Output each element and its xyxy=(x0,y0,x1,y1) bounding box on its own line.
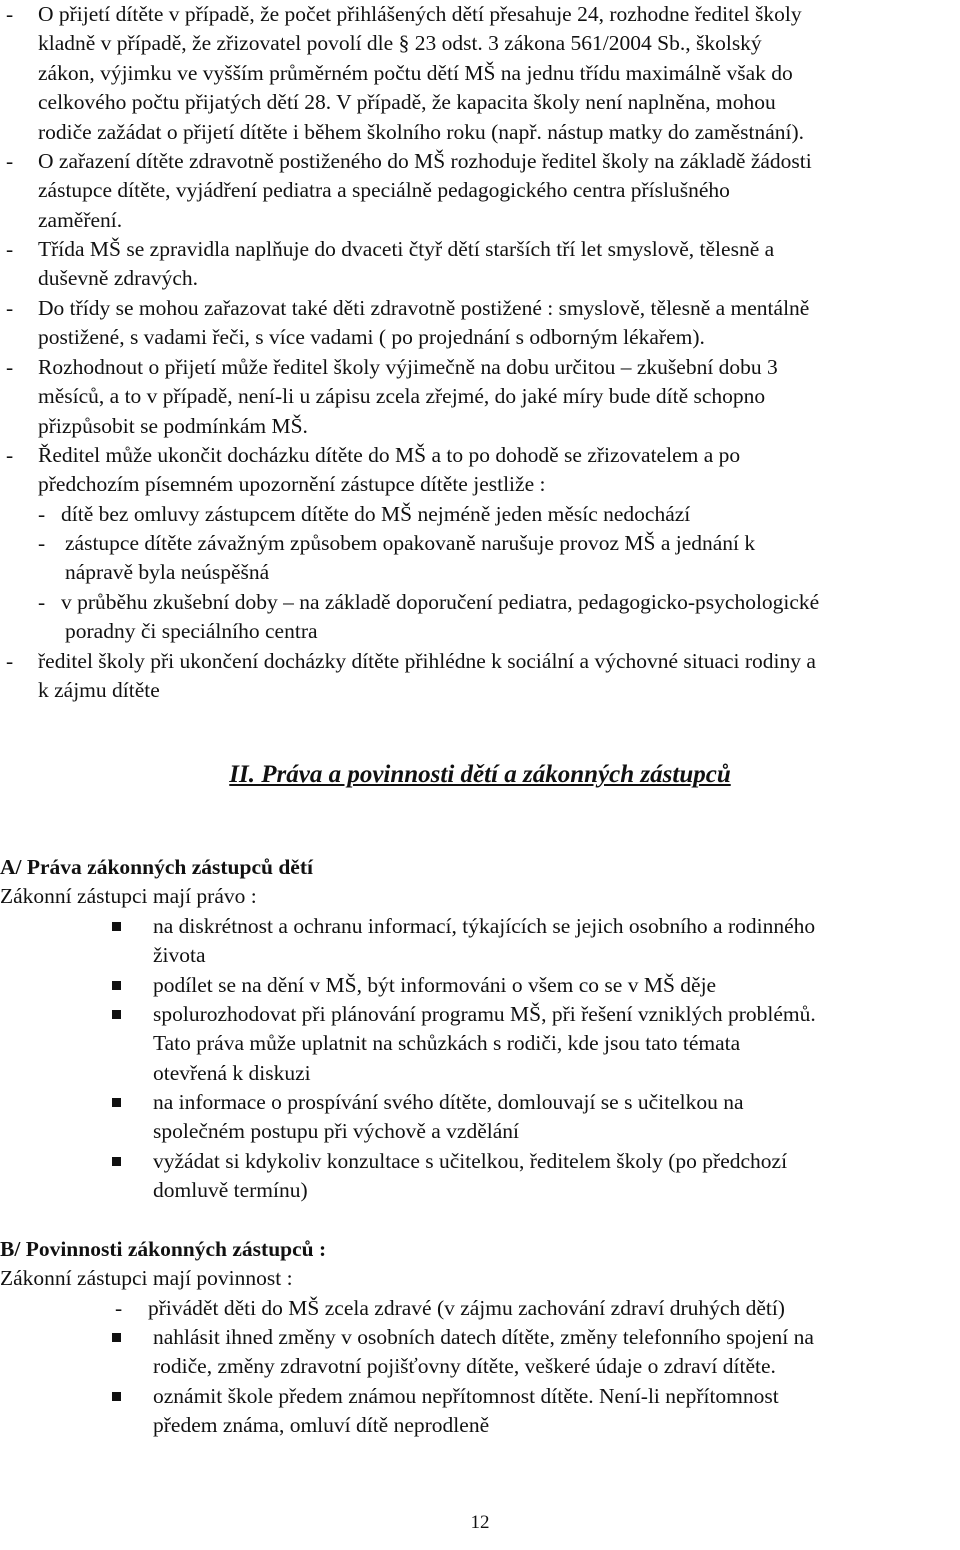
rights-intro: Zákonní zástupci mají právo : xyxy=(0,884,257,908)
text-line: Ředitel může ukončit docházku dítěte do MŠ a to po dohodě se zřizovatelem a po xyxy=(38,443,741,467)
text-line: k zájmu dítěte xyxy=(38,678,160,703)
duties-intro: Zákonní zástupci mají povinnost : xyxy=(0,1266,293,1290)
text-line: zaměření. xyxy=(38,207,123,232)
list-dash: - xyxy=(38,590,46,614)
square-bullet-icon xyxy=(112,1010,121,1019)
text-line: O přijetí dítěte v případě, že počet přihlášených dětí přesahuje 24, rozhodne ředitel školy xyxy=(38,2,802,26)
text-line: měsíců, a to v případě, není-li u zápisu zcela zřejmé, do jaké míry bude dítě schopno xyxy=(38,384,766,409)
text-line: na informace o prospívání svého dítěte, domlouvají se s učitelkou na xyxy=(153,1090,744,1114)
list-dash: - xyxy=(38,531,46,555)
square-bullet-icon xyxy=(112,1157,121,1166)
list-dash: - xyxy=(6,649,14,673)
rights-title: A/ Práva zákonných zástupců dětí xyxy=(0,855,313,879)
text-line: vyžádat si kdykoliv konzultace s učitelkou, ředitelem školy (po předchozí xyxy=(153,1149,788,1173)
square-bullet-icon xyxy=(112,1392,121,1401)
text-line: Tato práva může uplatnit na schůzkách s rodiči, kde jsou tato témata xyxy=(153,1031,741,1056)
duties-title: B/ Povinnosti zákonných zástupců : xyxy=(0,1237,327,1261)
text-line: předchozím písemném upozornění zástupce dítěte jestliže : xyxy=(38,472,546,497)
text-line: zákon, výjimku ve vyšším průměrném počtu dětí MŠ na jednu třídu maximálně však do xyxy=(38,60,793,85)
text-line: duševně zdravých. xyxy=(38,266,198,291)
text-line: domluvě termínu) xyxy=(153,1178,308,1203)
list-dash: - xyxy=(6,296,14,320)
list-dash: - xyxy=(6,2,14,26)
text-line: rodiče, změny zdravotní pojišťovny dítěte, veškeré údaje o zdraví dítěte. xyxy=(153,1354,776,1379)
text-line: Rozhodnout o přijetí může ředitel školy výjimečně na dobu určitou – zkušební dobu 3 xyxy=(38,355,778,379)
text-line: poradny či speciálního centra xyxy=(65,619,318,644)
page-number: 12 xyxy=(470,1512,490,1533)
square-bullet-icon xyxy=(112,922,121,931)
text-line: života xyxy=(153,943,206,968)
text-line: v průběhu zkušební doby – na základě doporučení pediatra, pedagogicko-psychologické xyxy=(61,590,820,614)
text-line: celkového počtu přijatých dětí 28. V případě, že kapacita školy není naplněna, mohou xyxy=(38,90,776,115)
list-dash: - xyxy=(115,1296,123,1320)
list-dash: - xyxy=(6,355,14,379)
text-line: postižené, s vadami řeči, s více vadami ( po projednání s odborným lékařem). xyxy=(38,325,705,350)
list-dash: - xyxy=(6,149,14,173)
square-bullet-icon xyxy=(112,981,121,990)
text-line: ředitel školy při ukončení docházky dítěte přihlédne k sociální a výchovné situaci rodiny a xyxy=(38,649,816,673)
text-line: nahlásit ihned změny v osobních datech dítěte, změny telefonního spojení na xyxy=(153,1325,814,1349)
text-line: Do třídy se mohou zařazovat také děti zdravotně postižené : smyslově, tělesně a mentálně xyxy=(38,296,810,320)
section-heading: II. Práva a povinnosti dětí a zákonných zástupců xyxy=(229,761,731,788)
list-dash: - xyxy=(38,502,46,526)
square-bullet-icon xyxy=(112,1333,121,1342)
text-line: na diskrétnost a ochranu informací, týkajících se jejich osobního a rodinného xyxy=(153,914,816,938)
text-line: předem známa, omluví dítě neprodleně xyxy=(153,1413,490,1438)
text-line: společném postupu při výchově a vzdělání xyxy=(153,1119,519,1144)
square-bullet-icon xyxy=(112,1098,121,1107)
text-line: Třída MŠ se zpravidla naplňuje do dvaceti čtyř dětí starších tří let smyslově, tělesně a xyxy=(38,237,775,261)
text-line: podílet se na dění v MŠ, být informováni o všem co se v MŠ děje xyxy=(153,973,717,997)
text-line: oznámit škole předem známou nepřítomnost dítěte. Není-li nepřítomnost xyxy=(153,1384,779,1408)
list-dash: - xyxy=(6,237,14,261)
text-line: O zařazení dítěte zdravotně postiženého do MŠ rozhoduje ředitel školy na základě žádosti xyxy=(38,149,812,173)
text-line: otevřená k diskuzi xyxy=(153,1060,311,1085)
list-dash: - xyxy=(6,443,14,467)
text-line: nápravě byla neúspěšná xyxy=(65,560,270,585)
text-line: přizpůsobit se podmínkám MŠ. xyxy=(38,413,308,438)
text-line: spolurozhodovat při plánování programu MŠ, při řešení vzniklých problémů. xyxy=(153,1002,816,1026)
text-line: rodiče zažádat o přijetí dítěte i během školního roku (např. nástup matky do zaměstnání). xyxy=(38,119,804,144)
text-line: dítě bez omluvy zástupcem dítěte do MŠ nejméně jeden měsíc nedochází xyxy=(61,502,691,526)
text-line: přivádět děti do MŠ zcela zdravé (v zájmu zachování zdraví druhých dětí) xyxy=(148,1296,785,1320)
text-line: zástupce dítěte závažným způsobem opakovaně narušuje provoz MŠ a jednání k xyxy=(65,531,756,555)
text-line: kladně v případě, že zřizovatel povolí dle § 23 odst. 3 zákona 561/2004 Sb., školský xyxy=(38,31,762,56)
text-line: zástupce dítěte, vyjádření pediatra a speciálně pedagogického centra příslušného xyxy=(38,178,730,203)
